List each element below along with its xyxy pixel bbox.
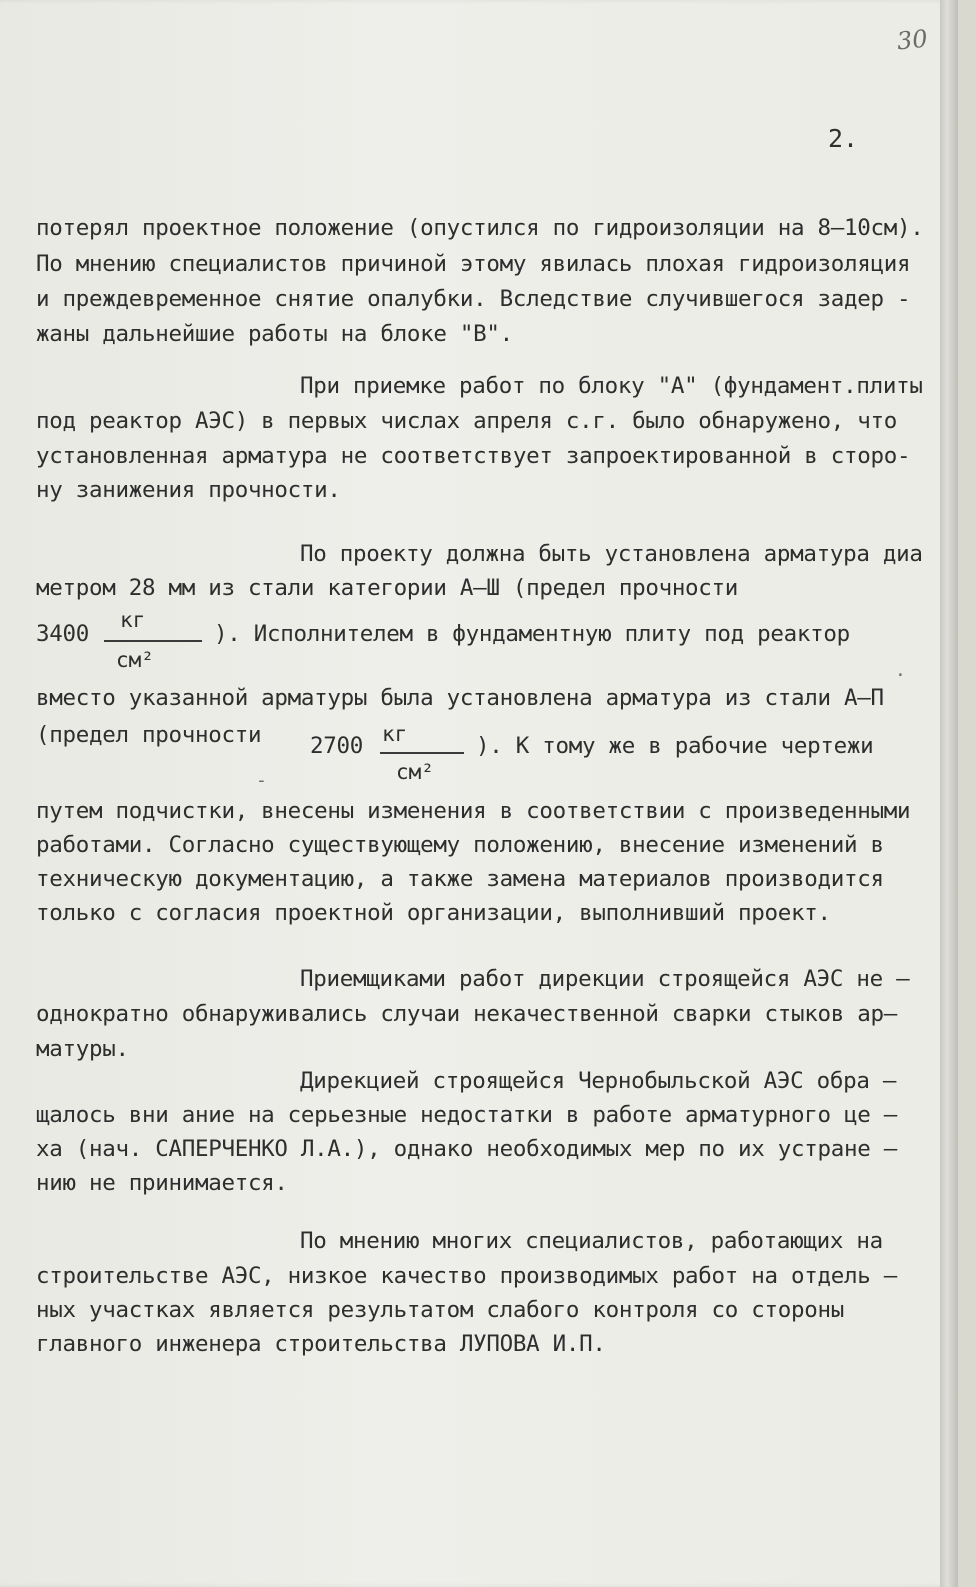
text-line: только с согласия проектной организации, выполнивший проект.	[36, 900, 831, 926]
text-line: работами. Согласно существующему положению, внесение изменений в	[36, 832, 884, 858]
text-line: и преждевременное снятие опалубки. Вследствие случившегося задер -	[36, 286, 911, 312]
text-line: При приемке работ по блоку "А" (фундамент.плиты	[300, 373, 923, 399]
text-line: нию не принимается.	[36, 1170, 288, 1196]
text-line: ). К тому же в рабочие чертежи	[476, 733, 874, 759]
value-2700: 2700	[310, 733, 363, 759]
paper-edge	[940, 0, 958, 1587]
page-number: 2.	[828, 124, 859, 153]
dot-mark: -	[256, 770, 267, 791]
value-3400: 3400	[36, 621, 89, 647]
text-line: ну занижения прочности.	[36, 477, 341, 503]
text-line: строительстве АЭС, низкое качество производимых работ на отдель –	[36, 1263, 898, 1289]
text-line: главного инженера строительства ЛУПОВА И.П.	[36, 1331, 606, 1357]
unit-cm2: см²	[396, 760, 434, 784]
unit-kg: кг	[120, 608, 146, 632]
text-line: матуры.	[36, 1036, 129, 1062]
text-line: установленная арматура не соответствует запроектированной в сторо-	[36, 443, 911, 469]
text-line: под реактор АЭС) в первых числах апреля с.г. было обнаружено, что	[36, 408, 898, 434]
text-line: путем подчистки, внесены изменения в соответствии с произведенными	[36, 798, 911, 824]
archive-page-number: 30	[895, 24, 929, 56]
unit-kg: кг	[382, 722, 408, 746]
text-line: ных участках является результатом слабого контроля со стороны	[36, 1297, 845, 1323]
text-line: метром 28 мм из стали категории А–Ш (предел прочности	[36, 575, 739, 601]
text-line: техническую документацию, а также замена материалов производится	[36, 866, 884, 892]
text-line: щалось вни ание на серьезные недостатки в работе арматурного це –	[36, 1102, 898, 1128]
text-line: (предел прочности	[36, 722, 262, 748]
unit-cm2: см²	[116, 648, 154, 672]
text-line: вместо указанной арматуры была установлена арматура из стали А–П	[36, 685, 884, 711]
text-line: потерял проектное положение (опустился по гидроизоляции на 8–10см).	[36, 215, 924, 241]
text-line: Приемщиками работ дирекции строящейся АЭС не –	[300, 966, 910, 992]
dot-mark: .	[895, 660, 906, 681]
text-line: жаны дальнейшие работы на блоке "В".	[36, 321, 513, 347]
text-line: однократно обнаруживались случаи некачественной сварки стыков ар–	[36, 1001, 898, 1027]
fraction-bar	[380, 752, 464, 754]
text-line: По мнению многих специалистов, работающих на	[300, 1228, 883, 1254]
text-line: ). Исполнителем в фундаментную плиту под реактор	[214, 621, 850, 647]
fraction-bar	[104, 640, 202, 642]
text-line: Дирекцией строящейся Чернобыльской АЭС обра –	[300, 1068, 897, 1094]
text-line: По проекту должна быть установлена арматура диа	[300, 541, 923, 567]
text-line: По мнению специалистов причиной этому явилась плохая гидроизоляция	[36, 251, 911, 277]
text-line: ха (нач. САПЕРЧЕНКО Л.А.), однако необходимых мер по их устране –	[36, 1136, 898, 1162]
